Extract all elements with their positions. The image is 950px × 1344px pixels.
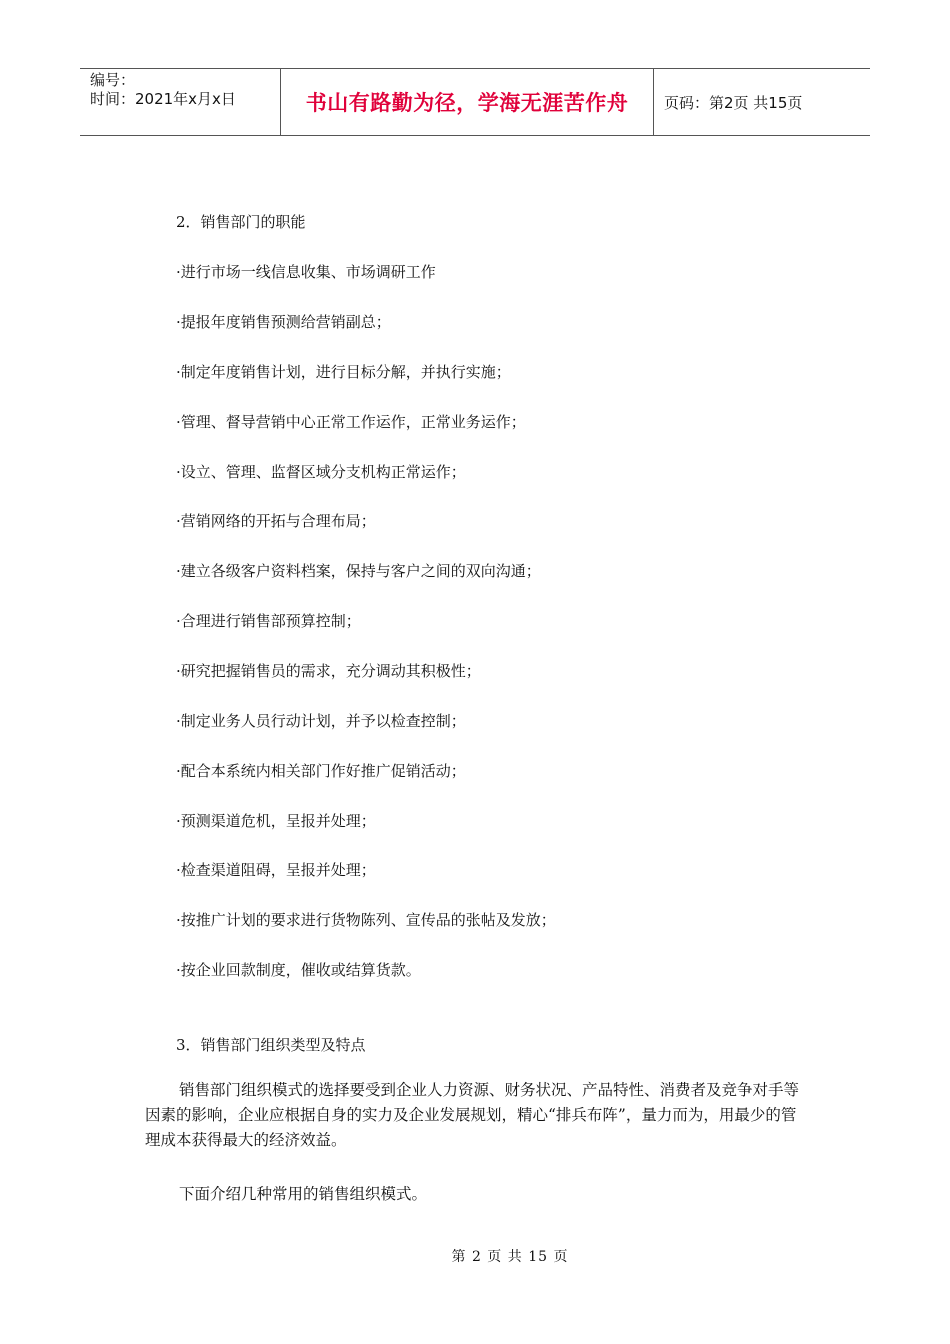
list-item: ·设立、管理、监督区域分支机构正常运作； <box>176 463 466 481</box>
document-number-label: 编号： <box>90 71 136 89</box>
header-table <box>80 68 870 136</box>
section-3-title: 3．销售部门组织类型及特点 <box>176 1036 366 1054</box>
list-item: ·建立各级客户资料档案，保持与客户之间的双向沟通； <box>176 562 541 580</box>
header-motto: 书山有路勤为径，学海无涯苦作舟 <box>305 91 629 115</box>
page-footer: 第 2 页 共 15 页 <box>451 1249 569 1265</box>
list-item: ·按推广计划的要求进行货物陈列、宣传品的张帖及发放； <box>176 911 556 929</box>
list-item: ·提报年度销售预测给营销副总； <box>176 313 391 331</box>
list-item: ·进行市场一线信息收集、市场调研工作 <box>176 263 436 281</box>
header-page-info: 页码：第2页 共15页 <box>664 93 803 112</box>
list-item: ·合理进行销售部预算控制； <box>176 612 361 630</box>
header-motto-cell <box>281 69 654 135</box>
header-meta <box>80 69 281 135</box>
section-2-title: 2．销售部门的职能 <box>176 213 306 231</box>
list-item: ·检查渠道阻碍，呈报并处理； <box>176 861 376 879</box>
list-item: ·制定业务人员行动计划，并予以检查控制； <box>176 712 466 730</box>
list-item: ·管理、督导营销中心正常工作运作，正常业务运作； <box>176 413 526 431</box>
list-item: ·研究把握销售员的需求，充分调动其积极性； <box>176 662 481 680</box>
document-time-label: 时间：2021年x月x日 <box>90 90 236 108</box>
section-3-paragraph-2: 下面介绍几种常用的销售组织模式。 <box>179 1185 428 1203</box>
list-item: ·按企业回款制度，催收或结算货款。 <box>176 961 421 979</box>
section-3-paragraph: 销售部门组织模式的选择要受到企业人力资源、财务状况、产品特性、消费者及竞争对手等因素的影响，企业应根据自身的实力及企业发展规划，精心“排兵布阵”，量力而为，用最少的管理成本获得最大的经济效益。 <box>145 1081 800 1149</box>
list-item: ·预测渠道危机，呈报并处理； <box>176 812 376 830</box>
list-item: ·配合本系统内相关部门作好推广促销活动； <box>176 762 466 780</box>
list-item: ·营销网络的开拓与合理布局； <box>176 512 376 530</box>
list-item: ·制定年度销售计划，进行目标分解，并执行实施； <box>176 363 511 381</box>
